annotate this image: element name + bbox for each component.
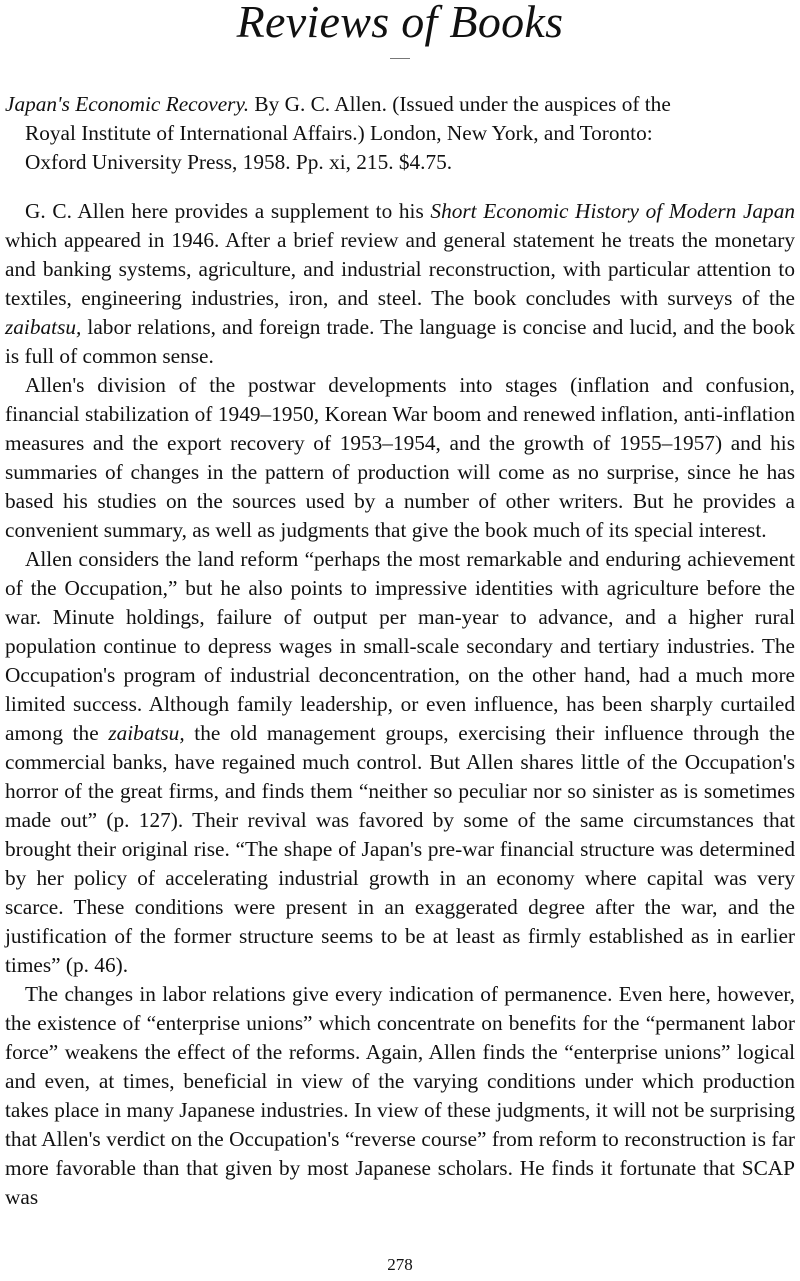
italic-term: zaibatsu, (5, 315, 82, 339)
page-number: 278 (387, 1255, 413, 1274)
italic-term: zaibatsu, (108, 721, 185, 745)
title-rule (390, 58, 410, 59)
paragraph-1: G. C. Allen here provides a supplement to his Short Economic History of Modern Japan which appeared in 1946. After a brief review and general statement he treats the monetary and banking systems, agriculture, and industrial reconstruction, with particular attention to textiles, engineering industries, iron, and steel. The book concludes with surveys of the zaibatsu, labor relations, and foreign trade. The language is concise and lucid, and the book is full of common sense. (5, 199, 795, 368)
book-title: Japan's Economic Recovery. (5, 92, 250, 116)
review-body (5, 197, 795, 1212)
citation-line-2: Royal Institute of International Affairs.) London, New York, and Toronto: (25, 121, 653, 145)
referenced-title: Short Economic History of Modern Japan (430, 199, 795, 223)
page-title: Reviews of Books (236, 0, 564, 47)
citation-line-1 (5, 90, 795, 119)
paragraph-2: Allen's division of the postwar developments into stages (inflation and confusion, financial stabilization of 1949–1950, Korean War boom and renewed inflation, anti-inflation measures and the export recovery of 1953–1954, and the growth of 1955–1957) and his summaries of changes in the pattern of production will come as no surprise, since he has based his studies on the sources used by a number of other writers. But he provides a convenient summary, as well as judgments that give the book much of its special interest. (5, 373, 795, 542)
citation-line-3: Oxford University Press, 1958. Pp. xi, 215. $4.75. (25, 150, 453, 174)
book-author: By G. C. Allen. (Issued under the auspices of the (249, 92, 671, 116)
paragraph-4: The changes in labor relations give every indication of permanence. Even here, however, the existence of “enterprise unions” which concentrate on benefits for the “permanent labor force” weakens the effect of the reforms. Again, Allen finds the “enterprise unions” logical and even, at times, beneficial in view of the varying conditions under which production takes place in many Japanese industries. In view of these judgments, it will not be surprising that Allen's verdict on the Occupation's “reverse course” from reform to reconstruction is far more favorable than that given by most Japanese scholars. He finds it fortunate that SCAP was (5, 982, 795, 1209)
book-citation (5, 90, 795, 177)
paragraph-3: Allen considers the land reform “perhaps the most remarkable and enduring achievement of the Occupation,” but he also points to impressive identities with agriculture before the war. Minute holdings, failure of output per man-year to advance, and a higher rural population continue to depress wages in small-scale secondary and tertiary industries. The Occupation's program of industrial deconcentration, on the other hand, had a much more limited success. Although family leadership, or even influence, has been sharply curtailed among the zaibatsu, the old management groups, exercising their influence through the commercial banks, have regained much control. But Allen shares little of the Occupation's horror of the great firms, and finds them “neither so peculiar nor so sinister as is sometimes made out” (p. 127). Their revival was favored by some of the same circumstances that brought their original rise. “The shape of Japan's pre-war financial structure was determined by her policy of accelerating industrial growth in an economy where capital was very scarce. These conditions were present in an exaggerated degree after the war, and the justification of the former structure seems to be at least as firmly established as in earlier times” (p. 46). (5, 547, 795, 977)
